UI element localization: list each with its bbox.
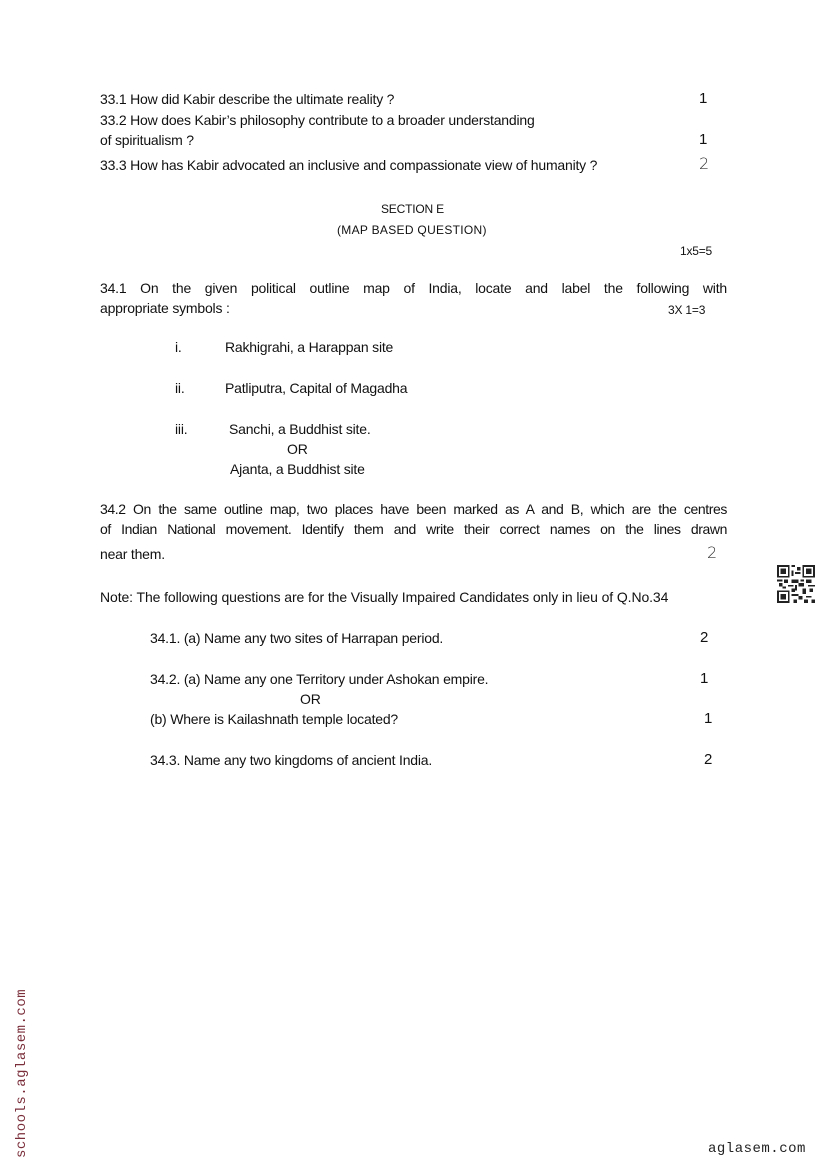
section-subtitle: (MAP BASED QUESTION)	[337, 223, 487, 237]
vi-marks-34-2b: 1	[704, 710, 713, 727]
section-title: SECTION E	[381, 202, 444, 216]
item-ii-text: Patliputra, Capital of Magadha	[225, 380, 408, 396]
item-iii-or: OR	[287, 441, 308, 457]
vi-question-34-2b: (b) Where is Kailashnath temple located?	[150, 711, 399, 727]
item-iii-alt: Ajanta, a Buddhist site	[230, 461, 365, 477]
question-34-2-line1: 34.2 On the same outline map, two places have been marked as A and B, which are the centres	[100, 501, 727, 517]
question-33-3: 33.3 How has Kabir advocated an inclusive and compassionate view of humanity ?	[100, 157, 598, 173]
footer-watermark: aglasem.com	[708, 1141, 806, 1157]
vi-question-34-1: 34.1. (a) Name any two sites of Harrapan period.	[150, 630, 444, 646]
marks-33-2: 1	[699, 131, 708, 148]
vi-marks-34-3: 2	[704, 751, 713, 768]
question-34-2-line3: near them.	[100, 546, 165, 562]
vi-marks-34-1: 2	[700, 629, 709, 646]
marks-33-1: 1	[699, 90, 708, 107]
marks-33-3: 2	[699, 154, 710, 173]
qr-code-icon	[777, 565, 815, 603]
vi-question-34-2a: 34.2. (a) Name any one Territory under Ashokan empire.	[150, 671, 489, 687]
item-iii-text: Sanchi, a Buddhist site.	[229, 421, 371, 437]
visually-impaired-note: Note: The following questions are for the Visually Impaired Candidates only in lieu of Q.No.34	[100, 589, 669, 605]
question-34-2-marks: 2	[707, 543, 718, 562]
vi-marks-34-2a: 1	[700, 670, 709, 687]
vi-or: OR	[300, 691, 321, 707]
question-33-2-cont: of spiritualism ?	[100, 132, 194, 148]
question-33-2: 33.2 How does Kabir’s philosophy contribute to a broader understanding	[100, 112, 535, 128]
question-34-1-line1: 34.1 On the given political outline map of India, locate and label the following with	[100, 280, 727, 296]
item-ii-number: ii.	[175, 380, 185, 396]
side-watermark: schools.aglasem.com	[14, 988, 30, 1158]
question-34-1-marks: 3X 1=3	[668, 303, 706, 317]
item-i-text: Rakhigrahi, a Harappan site	[225, 339, 394, 355]
item-iii-number: iii.	[175, 421, 188, 437]
vi-question-34-3: 34.3. Name any two kingdoms of ancient India.	[150, 752, 433, 768]
question-34-2-line2: of Indian National movement. Identify them and write their correct names on the lines drawn	[100, 521, 727, 537]
question-33-1: 33.1 How did Kabir describe the ultimate reality ?	[100, 91, 395, 107]
question-34-1-line2: appropriate symbols :	[100, 300, 230, 316]
section-marks: 1x5=5	[680, 244, 713, 258]
item-i-number: i.	[175, 339, 182, 355]
